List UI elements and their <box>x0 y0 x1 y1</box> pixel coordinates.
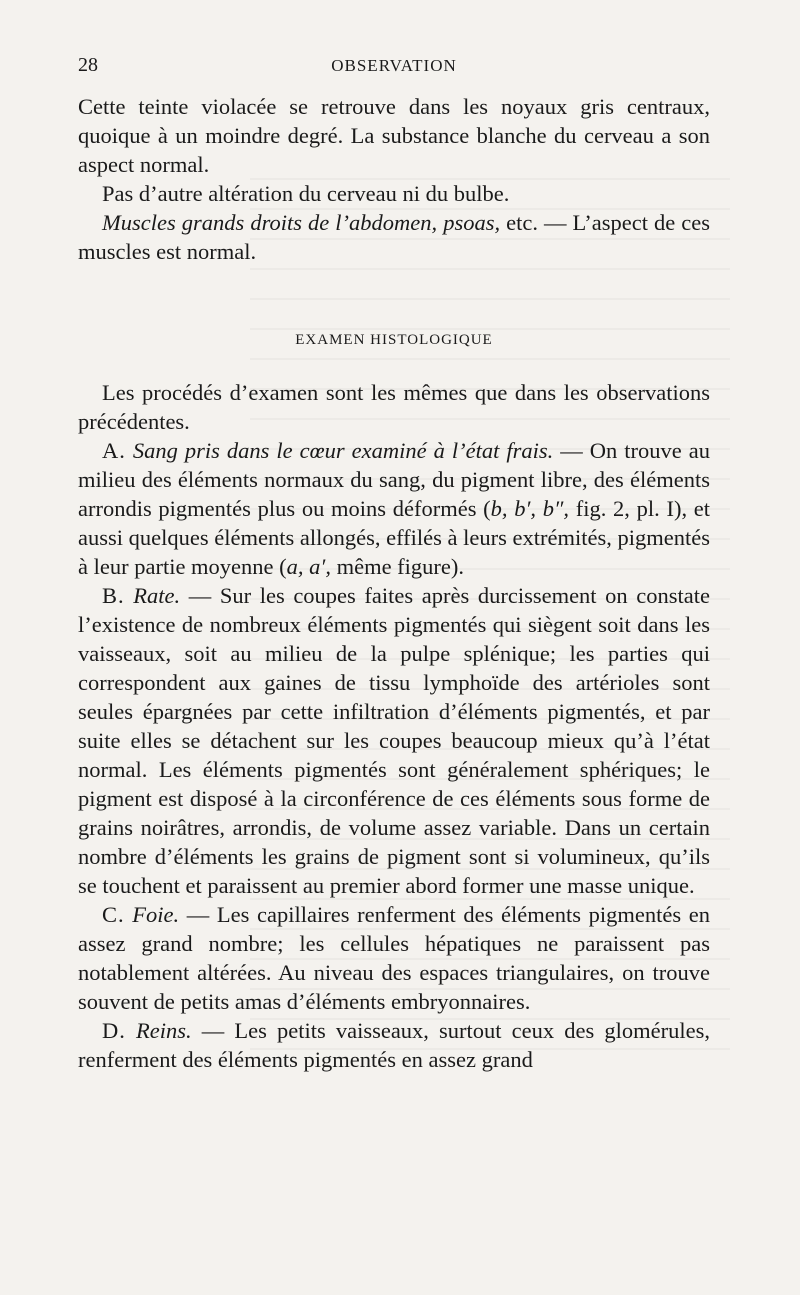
paragraph-item-a <box>78 436 710 581</box>
paragraph-item-b <box>78 581 710 900</box>
item-d-label: D. <box>102 1018 126 1043</box>
item-a-title: Sang pris dans le cœur examiné à l’état frais. <box>125 438 554 463</box>
paragraph-muscles <box>78 208 710 266</box>
paragraph-item-c <box>78 900 710 1016</box>
item-a-ref-1: b, b′, b″, <box>490 496 570 521</box>
running-head <box>78 54 710 80</box>
item-d-text: — Les petits vaisseaux, surtout ceux des glomérules, renferment des éléments pigmentés en assez grand <box>78 1018 710 1072</box>
running-title: OBSERVATION <box>331 56 457 75</box>
paragraph-item-d <box>78 1016 710 1074</box>
item-b-text: — Sur les coupes faites après durcissement on constate l’existence de nombreux éléments pigmentés qui siègent soit dans les vaisseaux, soit au milieu de la pulpe splénique; les parties qui correspondent aux gaines de tissu lymphoïde des artérioles sont seules épargnées par cette infiltration d’éléments pigmentés, et par suite elles se détachent sur les coupes beaucoup mieux qu’à l’état normal. Les éléments pigmentés sont généralement sphériques; le pigment est disposé à la circonférence de ces éléments sous forme de grains noirâtres, arrondis, de volume assez variable. Dans un certain nombre d’éléments les grains de pigment sont si volumineux, qu’ils se touchent et paraissent au premier abord former une masse unique. <box>78 583 710 898</box>
item-c-text: — Les capillaires renferment des éléments pigmentés en assez grand nombre; les cellules hépatiques ne paraissent pas notablement altérées. Au niveau des espaces triangulaires, on trouve souvent de petits amas d’éléments embryonnaires. <box>78 902 711 1014</box>
item-a-text-2: fig. 2, pl. I), et aussi quelques éléments allongés, effilés à leurs extrémités, pigmentés à leur partie moyenne ( <box>78 496 711 579</box>
item-a-text-1: — On trouve au milieu des éléments normaux du sang, du pigment libre, des éléments arrondis pigmentés plus ou moins déformés ( <box>78 438 711 521</box>
body-text <box>78 92 710 1074</box>
item-b-title: Rate. <box>124 583 181 608</box>
page-number: 28 <box>78 54 98 76</box>
item-a-ref-2: a, a′, <box>286 554 331 579</box>
paragraph-procedes: Les procédés d’examen sont les mêmes que dans les observations précédentes. <box>78 380 710 434</box>
section-heading: EXAMEN HISTOLOGIQUE <box>295 332 493 348</box>
muscles-title: Muscles grands droits de l’abdomen, psoas, <box>102 210 501 235</box>
muscles-text: etc. — L’aspect de ces muscles est normal. <box>78 210 710 264</box>
item-c-title: Foie. <box>124 902 180 927</box>
item-c-label: C. <box>102 902 125 927</box>
item-d-title: Reins. <box>125 1018 192 1043</box>
item-a-label: A. <box>102 438 126 463</box>
paragraph-alteration: Pas d’autre altération du cerveau ni du bulbe. <box>102 181 510 206</box>
item-a-text-3: même figure). <box>330 554 465 579</box>
paragraph-intro: Cette teinte violacée se retrouve dans les noyaux gris centraux, quoique à un moindre degré. La substance blanche du cerveau a son aspect normal. <box>78 94 710 177</box>
item-b-label: B. <box>102 583 125 608</box>
